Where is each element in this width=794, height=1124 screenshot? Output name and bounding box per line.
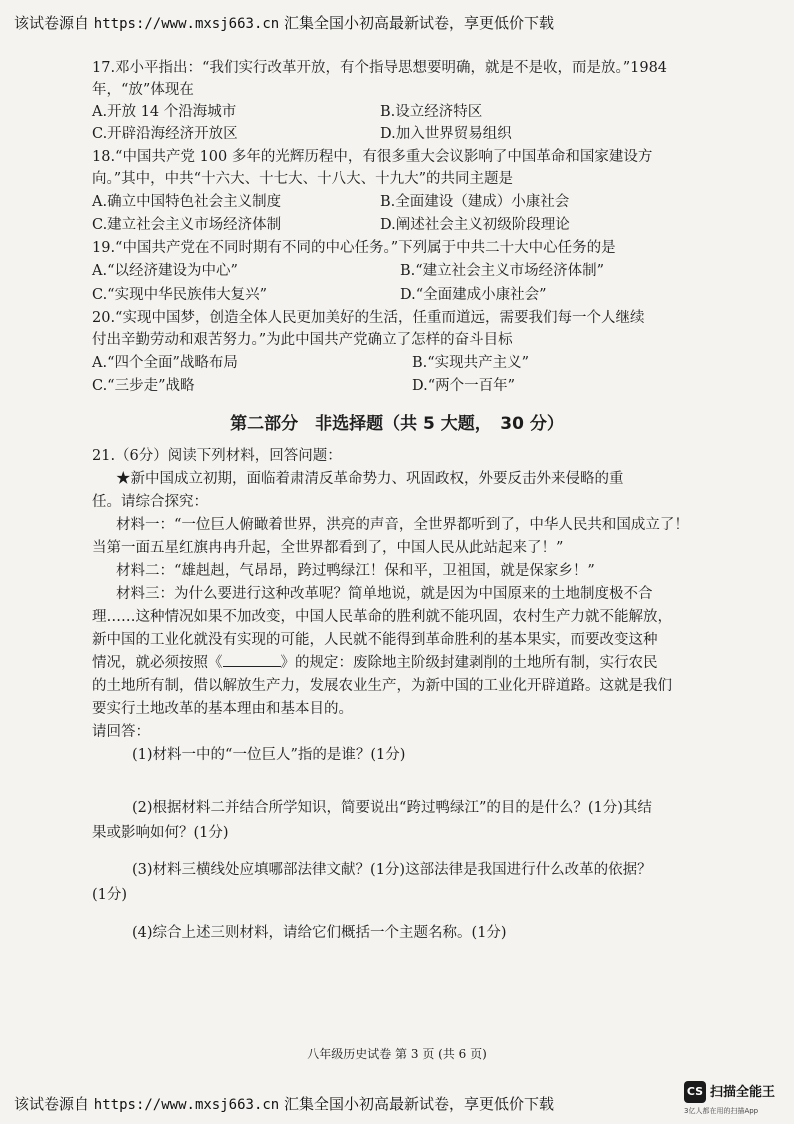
source-banner-top xyxy=(14,12,554,33)
subquestion-3-line1: (3)材料三横线处应填哪部法律文献？(1分)这部法律是我国进行什么改革的依据？ xyxy=(132,862,652,878)
material3-line4-end: 》的规定：废除地主阶级封建剥削的土地所有制，实行农民 xyxy=(280,655,658,671)
material3-line6: 要实行土地改革的基本理由和基本目的。 xyxy=(92,701,353,717)
material3-line4-start: 情况，就必须按照《 xyxy=(92,655,223,671)
q17-stem-line2: 年，“放”体现在 xyxy=(92,82,194,98)
page-footer: 八年级历史试卷 第 3 页 (共 6 页) xyxy=(307,1047,487,1061)
material3-line4 xyxy=(92,652,658,674)
q20-option-d: D.“两个一百年” xyxy=(412,378,516,394)
q19-option-a: A.“以经济建设为中心” xyxy=(92,263,238,279)
material3-line3: 新中国的工业化就没有实现的可能，人民就不能得到革命胜利的基本果实，而要改变这种 xyxy=(92,632,658,648)
camscanner-logo xyxy=(684,1079,790,1119)
material3-line2: 理……这种情况如果不加改变，中国人民革命的胜利就不能巩固，农村生产力就不能解放， xyxy=(92,609,672,625)
q17-option-a: A.开放 14 个沿海城市 xyxy=(92,104,237,120)
subquestion-3-line2: (1分) xyxy=(92,887,128,903)
subquestion-2-line1: (2)根据材料二并结合所学知识，简要说出“跨过鸭绿江”的目的是什么？(1分)其结 xyxy=(132,800,652,816)
q20-option-c: C.“三步走”战略 xyxy=(92,378,195,394)
material3-line5: 的土地所有制，借以解放生产力，发展农业生产，为新中国的工业化开辟道路。这就是我们 xyxy=(92,678,672,694)
q18-stem-line2: 向。”其中，中共“十六大、十七大、十八大、十九大”的共同主题是 xyxy=(92,171,513,187)
q19-stem-line1: 19.“中国共产党在不同时期有不同的中心任务。”下列属于中共二十大中心任务的是 xyxy=(92,240,616,256)
camscanner-tagline: 3亿人都在用的扫描App xyxy=(684,1107,759,1115)
q18-option-a: A.确立中国特色社会主义制度 xyxy=(92,194,282,210)
material1-line2: 当第一面五星红旗冉冉升起，全世界都看到了，中国人民从此站起来了！” xyxy=(92,540,564,556)
banner-source-label: 该试卷源自 xyxy=(14,14,90,32)
q18-option-c: C.建立社会主义市场经济体制 xyxy=(92,217,282,233)
q21-ask-label: 请回答： xyxy=(92,724,150,740)
law-name-blank xyxy=(223,654,281,667)
q20-stem-line1: 20.“实现中国梦，创造全体人民更加美好的生活，任重而道远，需要我们每一个人继续 xyxy=(92,310,645,326)
banner-source-label: 该试卷源自 xyxy=(14,1095,90,1113)
camscanner-name: 扫描全能王 xyxy=(710,1085,776,1100)
subquestion-4: (4)综合上述三则材料，请给它们概括一个主题名称。(1分) xyxy=(132,925,507,941)
q19-option-c: C.“实现中华民族伟大复兴” xyxy=(92,287,268,303)
source-banner-bottom xyxy=(14,1093,554,1114)
q21-star-line2: 任。请综合探究： xyxy=(92,494,208,510)
material3-line1: 材料三：为什么要进行这种改革呢？简单地说，就是因为中国原来的土地制度极不合 xyxy=(116,586,653,602)
q20-option-a: A.“四个全面”战略布局 xyxy=(92,355,238,371)
q20-option-b: B.“实现共产主义” xyxy=(412,355,530,371)
q20-stem-line2: 付出辛勤劳动和艰苦努力。”为此中国共产党确立了怎样的奋斗目标 xyxy=(92,332,513,348)
camscanner-mark-icon: CS xyxy=(684,1081,706,1103)
q17-stem-line1: 17.邓小平指出：“我们实行改革开放，有个指导思想要明确，就是不是收，而是放。”1984 xyxy=(92,60,668,76)
material2-text: 材料二：“雄赳赳，气昂昂，跨过鸭绿江！保和平，卫祖国，就是保家乡！” xyxy=(116,563,595,579)
q18-stem-line1: 18.“中国共产党 100 多年的光辉历程中，有很多重大会议影响了中国革命和国家建设方 xyxy=(92,149,653,165)
material1-line1: 材料一：“一位巨人俯瞰着世界，洪亮的声音，全世界都听到了，中华人民共和国成立了！ xyxy=(116,517,689,533)
q17-option-c: C.开辟沿海经济开放区 xyxy=(92,126,238,142)
q19-option-d: D.“全面建成小康社会” xyxy=(400,287,547,303)
q21-intro: 21.（6分）阅读下列材料，回答问题： xyxy=(92,448,342,464)
banner-slogan: 汇集全国小初高最新试卷，享更低价下载 xyxy=(284,1095,555,1113)
q19-option-b: B.“建立社会主义市场经济体制” xyxy=(400,263,605,279)
subquestion-2-line2: 果或影响如何？(1分) xyxy=(92,825,229,841)
q21-star-line1: ★新中国成立初期，面临着肃清反革命势力、巩固政权，外要反击外来侵略的重 xyxy=(116,471,624,487)
banner-url-link[interactable]: https://www.mxsj663.cn xyxy=(93,1097,280,1113)
q18-option-d: D.阐述社会主义初级阶段理论 xyxy=(380,217,570,233)
banner-url-link[interactable]: https://www.mxsj663.cn xyxy=(93,16,280,32)
subquestion-1: (1)材料一中的“一位巨人”指的是谁？(1分) xyxy=(132,747,406,763)
q17-option-b: B.设立经济特区 xyxy=(380,104,483,120)
q17-option-d: D.加入世界贸易组织 xyxy=(380,126,512,142)
banner-slogan: 汇集全国小初高最新试卷，享更低价下载 xyxy=(284,14,555,32)
part2-heading: 第二部分 非选择题（共 5 大题， 30 分） xyxy=(230,414,564,434)
q18-option-b: B.全面建设（建成）小康社会 xyxy=(380,194,570,210)
